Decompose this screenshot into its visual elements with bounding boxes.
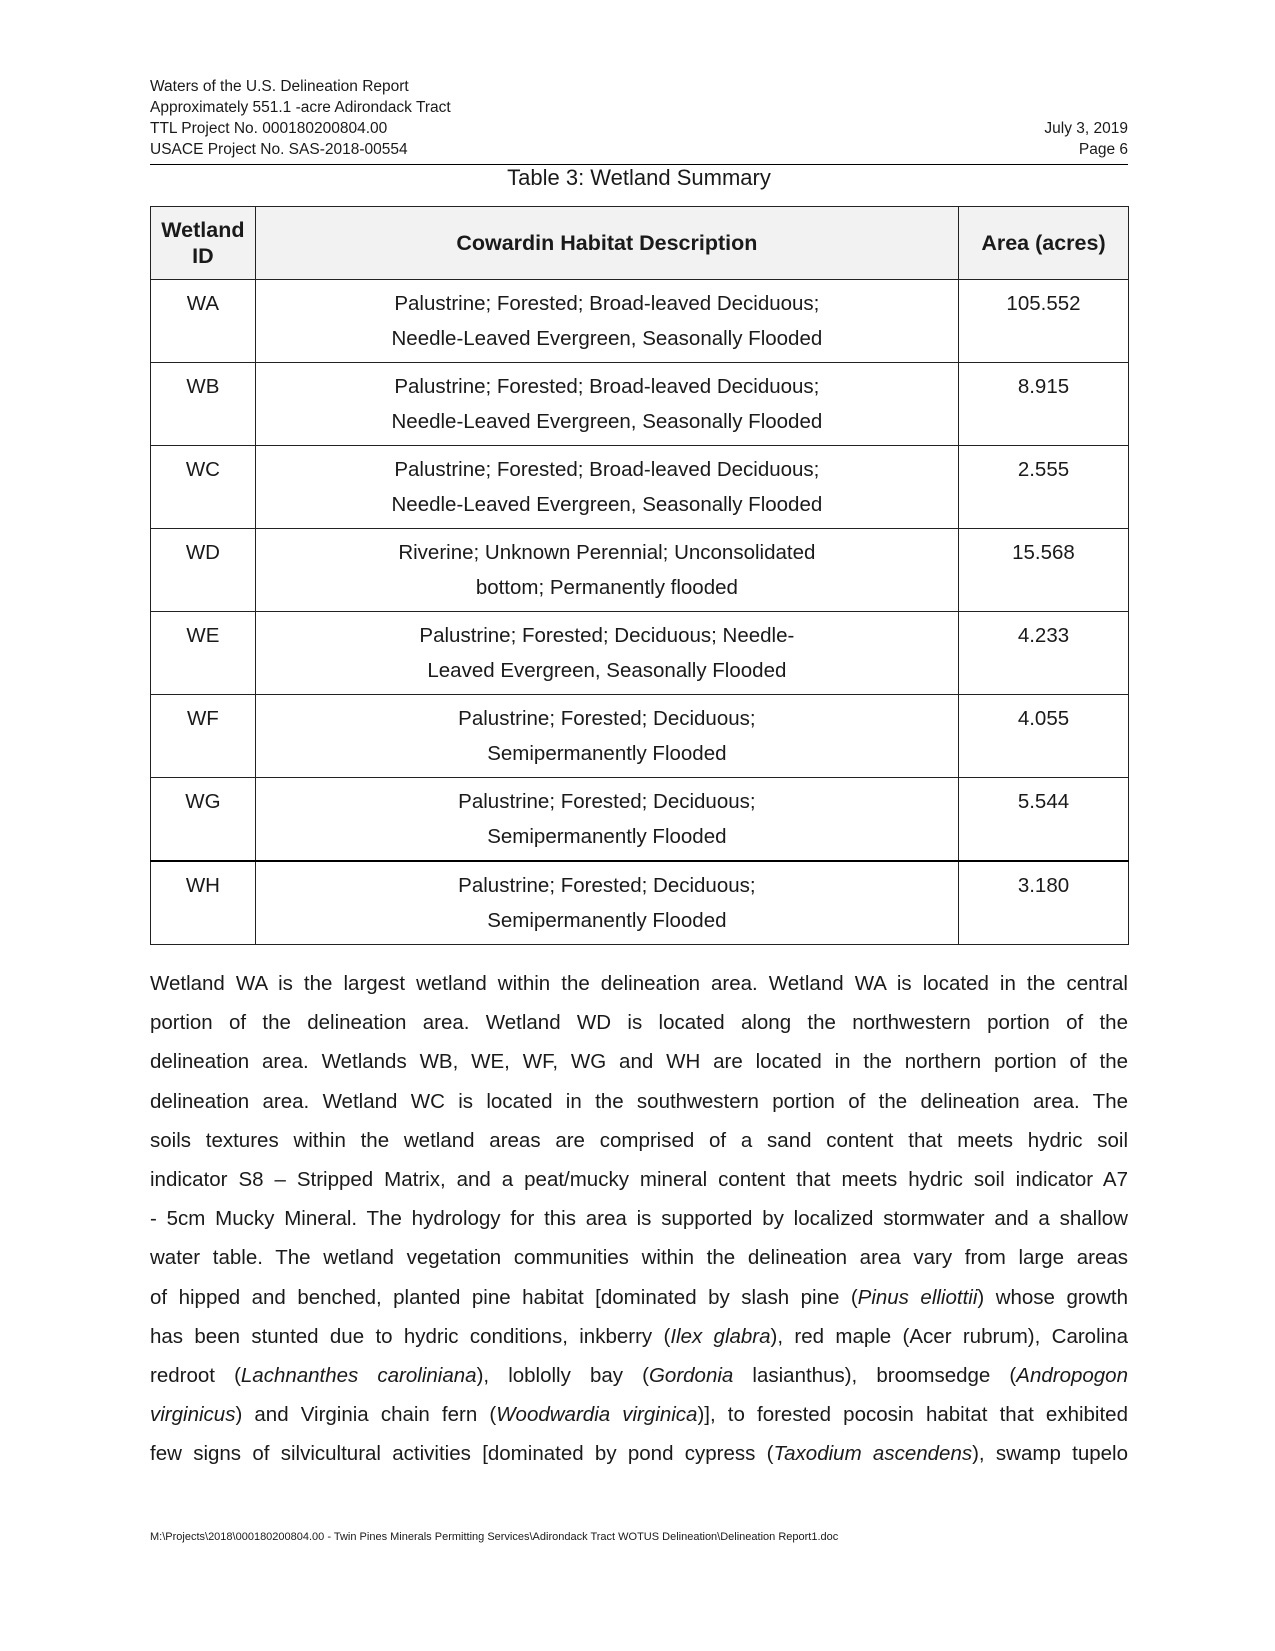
tract-description: Approximately 551.1 -acre Adirondack Tract	[150, 99, 451, 116]
body-line: of hipped and benched, planted pine habitat [dominated by slash pine (Pinus elliottii) whose growth	[150, 1285, 1128, 1309]
table-row	[151, 280, 1129, 363]
body-paragraph	[150, 964, 1128, 1474]
area-cell: 2.555	[958, 446, 1128, 529]
area-cell: 5.544	[958, 778, 1128, 862]
body-line: Wetland WA is the largest wetland within the delineation area. Wetland WA is located in the central	[150, 972, 1128, 995]
report-title: Waters of the U.S. Delineation Report	[150, 78, 409, 95]
species-name: Woodwardia virginica	[496, 1403, 698, 1427]
body-line: - 5cm Mucky Mineral. The hydrology for this area is supported by localized stormwater and a shallow	[150, 1207, 1128, 1231]
wetland-summary-table	[150, 206, 1129, 945]
wetland-id-cell: WF	[151, 695, 256, 778]
header-right	[1044, 118, 1128, 160]
table-row	[151, 363, 1129, 446]
species-name: Ilex glabra	[670, 1324, 771, 1348]
page-header	[150, 76, 1128, 165]
wetland-id-cell: WH	[151, 861, 256, 945]
area-cell: 4.233	[958, 612, 1128, 695]
habitat-description-cell: Palustrine; Forested; Broad-leaved Deciduous; Needle-Leaved Evergreen, Seasonally Flooded	[255, 280, 958, 363]
body-line: water table. The wetland vegetation communities within the delineation area vary from large areas	[150, 1246, 1128, 1270]
habitat-description-cell: Palustrine; Forested; Broad-leaved Deciduous; Needle-Leaved Evergreen, Seasonally Flooded	[255, 446, 958, 529]
wetland-id-cell: WA	[151, 280, 256, 363]
page-number: Page 6	[1078, 141, 1128, 158]
species-name: Pinus elliottii	[857, 1285, 978, 1309]
body-line: has been stunted due to hydric conditions, inkberry (Ilex glabra), red maple (Acer rubrum), Carolina	[150, 1324, 1128, 1348]
species-name: Gordonia	[648, 1364, 734, 1388]
wetland-id-cell: WC	[151, 446, 256, 529]
body-line: virginicus) and Virginia chain fern (Woodwardia virginica)], to forested pocosin habitat that exhibited	[150, 1403, 1128, 1427]
header-area: Area (acres)	[958, 207, 1128, 280]
area-cell: 4.055	[958, 695, 1128, 778]
habitat-description-cell: Palustrine; Forested; Deciduous; Needle- Leaved Evergreen, Seasonally Flooded	[255, 612, 958, 695]
species-name: Lachnanthes caroliniana	[240, 1364, 477, 1388]
body-line: soils textures within the wetland areas are comprised of a sand content that meets hydric soil	[150, 1128, 1128, 1152]
table-row	[151, 778, 1129, 862]
report-date: July 3, 2019	[1044, 120, 1128, 137]
table-caption: Table 3: Wetland Summary	[507, 165, 771, 190]
habitat-description-cell: Palustrine; Forested; Deciduous; Semipermanently Flooded	[255, 695, 958, 778]
area-cell: 15.568	[958, 529, 1128, 612]
species-name: Taxodium ascendens	[773, 1442, 973, 1466]
body-line: indicator S8 – Stripped Matrix, and a peat/mucky mineral content that meets hydric soil indicator A7	[150, 1168, 1128, 1192]
body-line: portion of the delineation area. Wetland WD is located along the northwestern portion of the	[150, 1011, 1128, 1035]
table-row	[151, 446, 1129, 529]
table-row	[151, 861, 1129, 945]
header-habitat-description: Cowardin Habitat Description	[255, 207, 958, 280]
header-wetland-id: Wetland ID	[151, 207, 256, 280]
body-line: delineation area. Wetland WC is located in the southwestern portion of the delineation area. The	[150, 1089, 1128, 1113]
table-row	[151, 529, 1129, 612]
usace-project-number: USACE Project No. SAS-2018-00554	[150, 141, 408, 158]
wetland-id-cell: WB	[151, 363, 256, 446]
ttl-project-number: TTL Project No. 000180200804.00	[150, 120, 388, 137]
wetland-id-cell: WE	[151, 612, 256, 695]
area-cell: 105.552	[958, 280, 1128, 363]
habitat-description-cell: Riverine; Unknown Perennial; Unconsolidated bottom; Permanently flooded	[255, 529, 958, 612]
habitat-description-cell: Palustrine; Forested; Broad-leaved Deciduous; Needle-Leaved Evergreen, Seasonally Flooded	[255, 363, 958, 446]
table-row	[151, 612, 1129, 695]
habitat-description-cell: Palustrine; Forested; Deciduous; Semipermanently Flooded	[255, 861, 958, 945]
wetland-id-cell: WG	[151, 778, 256, 862]
body-line: delineation area. Wetlands WB, WE, WF, WG and WH are located in the northern portion of the	[150, 1050, 1128, 1074]
body-line: few signs of silvicultural activities [dominated by pond cypress (Taxodium ascendens), swamp tupelo	[150, 1442, 1129, 1466]
table-row	[151, 695, 1129, 778]
body-line: redroot (Lachnanthes caroliniana), loblolly bay (Gordonia lasianthus), broomsedge (Andropogon	[150, 1364, 1128, 1388]
area-cell: 3.180	[958, 861, 1128, 945]
header-left	[150, 76, 451, 160]
table-header-row	[151, 207, 1129, 280]
species-name: virginicus	[150, 1403, 236, 1427]
wetland-id-cell: WD	[151, 529, 256, 612]
species-name: Andropogon	[1016, 1364, 1128, 1388]
area-cell: 8.915	[958, 363, 1128, 446]
footer-file-path: M:\Projects\2018\000180200804.00 - Twin Pines Minerals Permitting Services\Adirondack Tract WOTUS Delineation\Delineation Report1.doc	[150, 1531, 839, 1543]
habitat-description-cell: Palustrine; Forested; Deciduous; Semipermanently Flooded	[255, 778, 958, 862]
